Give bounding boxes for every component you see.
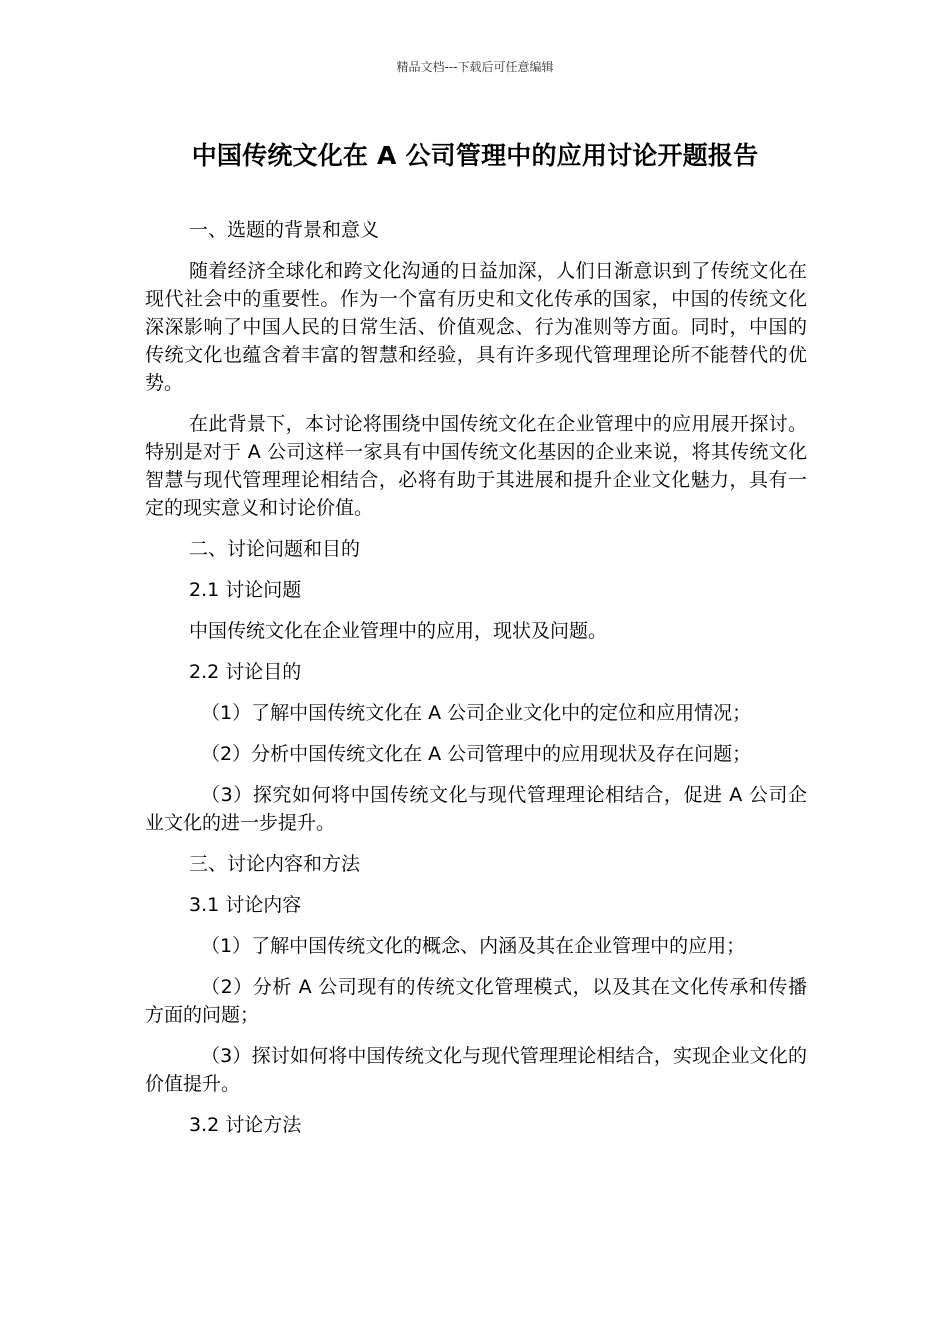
body-paragraph: 随着经济全球化和跨文化沟通的日益加深，人们日渐意识到了传统文化在现代社会中的重要性。作为一个富有历史和文化传承的国家，中国的传统文化深深影响了中国人民的日常生活、价值观念、行为准则等方面。同时，中国的传统文化也蕴含着丰富的智慧和经验，具有许多现代管理理论所不能替代的优势。 — [145, 260, 807, 394]
subsection-heading: 2.2 讨论目的 — [189, 661, 302, 683]
section-heading: 三、讨论内容和方法 — [189, 853, 361, 875]
document-title: 中国传统文化在 A 公司管理中的应用讨论开题报告 — [191, 141, 759, 170]
document-body — [145, 216, 807, 1152]
page-watermark: 精品文档---下载后可任意编辑 — [396, 60, 554, 74]
list-item: （2）分析中国传统文化在 A 公司管理中的应用现状及存在问题； — [201, 743, 752, 765]
section-heading: 二、讨论问题和目的 — [189, 538, 361, 560]
list-item: （3）探讨如何将中国传统文化与现代管理理论相结合，实现企业文化的价值提升。 — [145, 1045, 807, 1095]
subsection-heading: 3.2 讨论方法 — [189, 1114, 302, 1136]
body-paragraph: 在此背景下，本讨论将围绕中国传统文化在企业管理中的应用展开探讨。特别是对于 A 公司这样一家具有中国传统文化基因的企业来说，将其传统文化智慧与现代管理理论相结合，必将有助于其进展和提升企业文化魅力，具有一定的现实意义和讨论价值。 — [145, 413, 807, 519]
subsection-heading: 3.1 讨论内容 — [189, 894, 302, 916]
section-heading: 一、选题的背景和意义 — [189, 219, 380, 241]
list-item: （2）分析 A 公司现有的传统文化管理模式，以及其在文化传承和传播方面的问题； — [145, 976, 807, 1026]
list-item: （1）了解中国传统文化的概念、内涵及其在企业管理中的应用； — [201, 935, 746, 957]
list-item: （1）了解中国传统文化在 A 公司企业文化中的定位和应用情况； — [201, 702, 752, 724]
body-paragraph: 中国传统文化在企业管理中的应用，现状及问题。 — [189, 620, 608, 642]
list-item: （3）探究如何将中国传统文化与现代管理理论相结合，促进 A 公司企业文化的进一步提升。 — [145, 784, 807, 834]
subsection-heading: 2.1 讨论问题 — [189, 579, 302, 601]
